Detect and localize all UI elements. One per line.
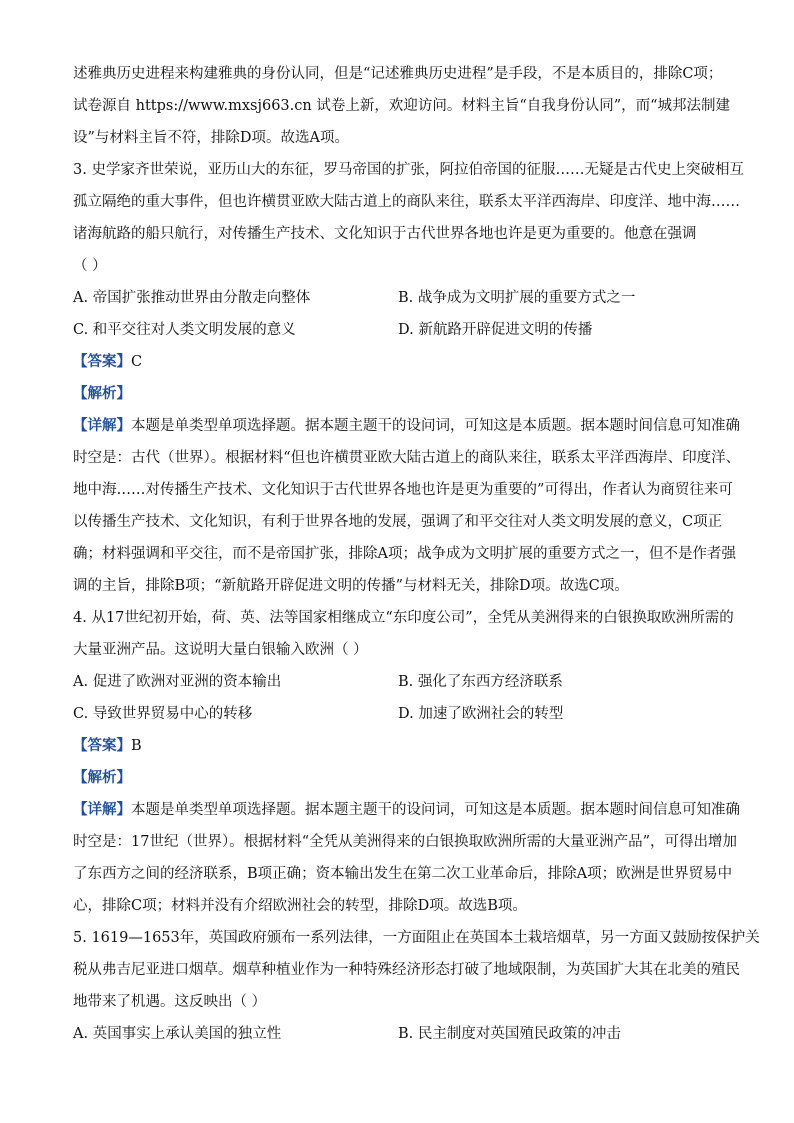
q4-analysis xyxy=(73,771,723,786)
q3-stem-line-1: 3. 史学家齐世荣说，亚历山大的东征，罗马帝国的扩张，阿拉伯帝国的征服……无疑是古代史上突破相互 xyxy=(73,162,744,178)
q3-detail-line-6: 调的主旨，排除B项；“新航路开辟促进文明的传播”与材料无关，排除D项。故选C项。 xyxy=(73,578,629,594)
q3-option-d: D. 新航路开辟促进文明的传播 xyxy=(398,322,593,338)
q3-option-b: B. 战争成为文明扩展的重要方式之一 xyxy=(398,290,636,306)
q3-detail-line-5: 确；材料强调和平交往，而不是帝国扩张，排除A项；战争成为文明扩展的重要方式之一，但不是作者强 xyxy=(73,546,736,562)
q5-stem-line-2: 税从弗吉尼亚进口烟草。烟草种植业作为一种特殊经济形态打破了地域限制，为英国扩大其在北美的殖民 xyxy=(73,962,740,978)
q4-detail-text-1: 本题是单类型单项选择题。据本题主题干的设问词，可知这是本质题。据本题时间信息可知准确 xyxy=(131,802,740,818)
q3-option-c: C. 和平交往对人类文明发展的意义 xyxy=(73,322,296,338)
q5-stem-line-3: 地带来了机遇。这反映出（ ） xyxy=(73,994,267,1010)
q4-detail-line-1 xyxy=(73,801,740,818)
q3-detail-label: 【详解】 xyxy=(73,417,131,434)
q3-stem-line-3: 诸海航路的船只航行，对传播生产技术、文化知识于古代世界各地也许是更为重要的。他意在强调 xyxy=(73,226,697,242)
q4-answer-label: 【答案】 xyxy=(73,737,131,754)
q3-stem-line-2: 孤立隔绝的重大事件，但也许横贯亚欧大陆古道上的商队来往，联系太平洋西海岸、印度洋、地中海…… xyxy=(73,194,740,210)
q3-detail-text-1: 本题是单类型单项选择题。据本题主题干的设问词，可知这是本质题。据本题时间信息可知准确 xyxy=(131,418,740,434)
q3-analysis-label: 【解析】 xyxy=(73,385,131,402)
q3-detail-line-1 xyxy=(73,417,740,434)
q4-answer xyxy=(73,739,723,754)
q3-analysis xyxy=(73,387,723,402)
q5-stem-line-1: 5. 1619—1653年，英国政府颁布一系列法律，一方面阻止在英国本土栽培烟草，另一方面又鼓励按保护关 xyxy=(73,930,760,946)
q4-option-c: C. 导致世界贸易中心的转移 xyxy=(73,706,253,722)
q4-option-b: B. 强化了东西方经济联系 xyxy=(398,674,563,690)
q5-option-a: A. 英国事实上承认美国的独立性 xyxy=(73,1026,282,1042)
q3-detail-line-3: 地中海……对传播生产技术、文化知识于古代世界各地也许是更为重要的”可得出，作者认为商贸往来可 xyxy=(73,482,733,498)
q4-answer-value: B xyxy=(131,738,142,754)
intro-line-3: 设”与材料主旨不符，排除D项。故选A项。 xyxy=(73,130,350,146)
q4-stem-line-2: 大量亚洲产品。这说明大量白银输入欧洲（ ） xyxy=(73,642,368,658)
q3-detail-line-2: 时空是：古代（世界）。根据材料“但也许横贯亚欧大陆古道上的商队来往，联系太平洋西海岸、印度洋、 xyxy=(73,450,741,466)
q5-option-b: B. 民主制度对英国殖民政策的冲击 xyxy=(398,1026,621,1042)
intro-line-2: 试卷源自 https://www.mxsj663.cn 试卷上新，欢迎访问。材料主旨“自我身份认同”，而“城邦法制建 xyxy=(73,98,731,114)
q4-detail-line-3: 了东西方之间的经济联系，B项正确；资本输出发生在第二次工业革命后，排除A项；欧洲是世界贸易中 xyxy=(73,866,733,882)
q4-analysis-label: 【解析】 xyxy=(73,769,131,786)
intro-line-1: 述雅典历史进程来构建雅典的身份认同，但是“记述雅典历史进程”是手段，不是本质目的，排除C项； xyxy=(73,66,723,82)
q3-answer-value: C xyxy=(131,354,143,370)
q4-option-d: D. 加速了欧洲社会的转型 xyxy=(398,706,564,722)
q4-detail-label: 【详解】 xyxy=(73,801,131,818)
q3-detail-line-4: 以传播生产技术、文化知识，有利于世界各地的发展，强调了和平交往对人类文明发展的意义，C项正 xyxy=(73,514,723,530)
q4-option-a: A. 促进了欧洲对亚洲的资本输出 xyxy=(73,674,282,690)
q3-stem-line-4: （ ） xyxy=(73,258,107,274)
q4-stem-line-1: 4. 从17世纪初开始，荷、英、法等国家相继成立“东印度公司”，全凭从美洲得来的白银换取欧洲所需的 xyxy=(73,610,734,626)
q3-answer xyxy=(73,355,723,370)
q4-detail-line-2: 时空是：17世纪（世界）。根据材料“全凭从美洲得来的白银换取欧洲所需的大量亚洲产品”，可得出增加 xyxy=(73,834,738,850)
q4-detail-line-4: 心，排除C项；材料并没有介绍欧洲社会的转型，排除D项。故选B项。 xyxy=(73,898,527,914)
q3-answer-label: 【答案】 xyxy=(73,353,131,370)
q3-option-a: A. 帝国扩张推动世界由分散走向整体 xyxy=(73,290,311,306)
